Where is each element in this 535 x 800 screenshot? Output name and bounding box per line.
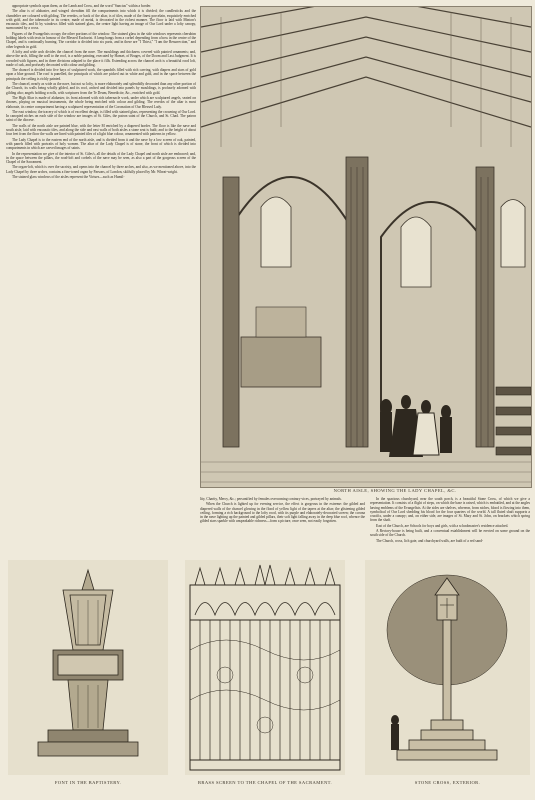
paragraph: The High Altar is made of alabaster, its front adorned with rich tabernacle work, under which are sculptured angels, seated on thrones, playing on musical instruments, the whole being enriched with colour and gilding. The reredos of the altar is most elaborate, its centre compartment having a sculptured representation of the Coronation of Our Blessed Lady. [6,95,196,109]
font-icon [8,560,168,775]
text-column-middle [200,497,365,555]
stone-cross-engraving [365,560,530,775]
paragraph: lity, Charity, Mercy, &c.; personified by females overcoming contrary vices, portrayed by animals. [200,497,342,501]
paragraph: The chancel, nearly as wide as the nave, but not so lofty, is more elaborately and splendidly decorated than any other portion of the Church, its walls being wholly gilded, and its roof, arched and divided into panels by mouldings, is profusely adorned with gilding also; angels holding scrolls, with scriptures from the Te Deum, Benedicite, &c., enriched with gold. [6,82,196,95]
brass-screen-engraving [185,560,345,775]
paragraph: A Rectory-house is being built, and a conventual establishment will be erected on some ground on the south side of the Church. [370,529,530,538]
baptismal-font-engraving [8,560,168,775]
paragraph: A lofty and wide arch divides the chancel from the nave. The mouldings and thickness covered with painted ornaments; and, above the arch, filling the wall to the roof, is a noble painting, executed by Hanset, of Bruges, of the Doom and Last Judgment. It is crowded with figures, and in three divisions adapted to the place it fills. Extending across the chancel arch is a beautiful rood loft, made of oak, and profusely decorated with colour and gilding. [6,49,196,67]
paragraph: Figures of the Evangelists occupy the other portions of the window. The stained glass in the side windows represents cherubim holding labels with texts in honour of the Blessed Eucharist. A lamp hangs from a corbel depending from a boss in the centre of the Chapel, and is continually burning. The corridor is divided into six parts, and in these are "I Thirst," "I am the Resurrection," and other legends in gold. [6,31,196,49]
paragraph: The east window, the tracery of which is of excellent design, is filled with stained glass, representing the crowning of Our Lord. In canopied niches on each side of the window are images of St. Giles, the patron saint of the Church, and St. Chad. The patron saint of the diocese. [6,109,196,123]
paragraph: The organ-loft, which is over the sacristy, and opens into the chancel by three arches, and also, as we mentioned above, into the Lady Chapel by three arches, contains a fine-toned organ by Parsons, of London, skilfully placed by Mr. Wheat-wright. [6,165,196,174]
paragraph: appropriate symbols upon them, as the Lamb and Cross, and the word "Sanctus" within a border. [12,4,152,8]
paragraph: In the representation we give of the interior of St. Giles's, all the details of the Lady Chapel and north aisle are embraced; and, in the space between the pillars, the rood-loft and corbels of the nave may be seen, as also a part of the gorgeous screen of the Chapel of the Sacrament. [6,151,196,165]
paragraph: The Church, cross, lich gate, and churchyard walls, are built of a red sand- [376,538,484,543]
paragraph: The walls of the north aisle are painted blue, with the letter M enriched by a diapered border. The floor is like the nave and south aisle, laid with encaustic tiles, and along the side and east walls of both aisles a stone seat is built; and to the height of about four feet from the floor the walls are lined with painted tiles of a light blue colour, ornamented with patterns in yellow. [6,123,196,137]
screen-caption: BRASS SCREEN TO THE CHAPEL OF THE SACRAMENT. [197,780,333,785]
paragraph: The Lady Chapel is to the eastern end of the north aisle, and is divided from it and the nave by a low screen of oak, painted, with panels filled with portraits of holy women. The altar of the Lady Chapel is of stone, the front of which is divided into compartments in which are carved images of saints. [6,137,196,151]
cross-caption: STONE CROSS, EXTERIOR. [414,780,481,785]
text-column-left [6,4,196,552]
main-caption: NORTH AISLE, SHOWING THE LADY CHAPEL, &C. [333,488,457,493]
church-interior-engraving [200,6,532,488]
paragraph: In the spacious churchyard, near the south porch, is a beautiful Stone Cross, of which we give a representation. It consists of a flight of steps, on which the base is raised, which is embattled, and at the angles having emblems of the Evangelists. At the sides are shelves, whereon, from niches, blood is flowing into them, symbolical of Our Lord shedding his blood for the four quarters of the world. A tall fluted shaft supports a crucifix, under a canopy; and, on either side, are images of St. Mary and St. John, on brackets which spring from the shaft. [370,497,530,523]
screen-icon [185,560,345,775]
church-interior-icon [201,7,531,487]
paragraph: The stained glass windows of the aisles represent the Virtues—such as Humil- [12,174,125,179]
cross-icon [365,560,530,775]
paragraph: East of the Church, are Schools for boys and girls, with a schoolmaster's residence attached. [376,523,509,528]
paragraph: The chancel is divided into five bays of sculptured work, the spandrils filled with rich carving, with diapers and stars of gold upon a blue ground. The roof is panelled, the principals of which are picked out in white and gold, and in the space between the principals the ceiling is richly painted. [6,68,196,81]
paragraph: The altar is of alabaster, and winged cherubim fill the compartments into which it is divided; the candlesticks and the chandelier are coloured with gilding. The reredos, or back of the altar, is of tiles, made of the finest porcelain, exquisitely enriched with gold, and the tabernacle in its centre, made of metal, is decorated in the richest manner. The floor is laid with Minton's encaustic tiles, and lit by windows filled with stained glass, the centre light having an image of Our Lord under a lofty canopy, surmounted by a cross. [6,9,196,31]
paragraph: When the Church is lighted up for evening service, the effect is gorgeous in the extreme: the gilded and diapered walls of the chancel glowing in the flood of yellow light of the tapers at the altar; the glistening gilded ceiling, forming a rich background to the lofty rood, with its purple and elaborately-decorated screen; the corona in the nave lighting up the painted and gilded pillars, their soft light falling away in the deep blue roof, whence the gilded stars sparkle with unspeakable richness—form a picture, once seen, not easily forgotten. [200,502,365,524]
font-caption: FONT IN THE BAPTISTERY. [54,780,122,785]
text-column-right [370,497,530,557]
